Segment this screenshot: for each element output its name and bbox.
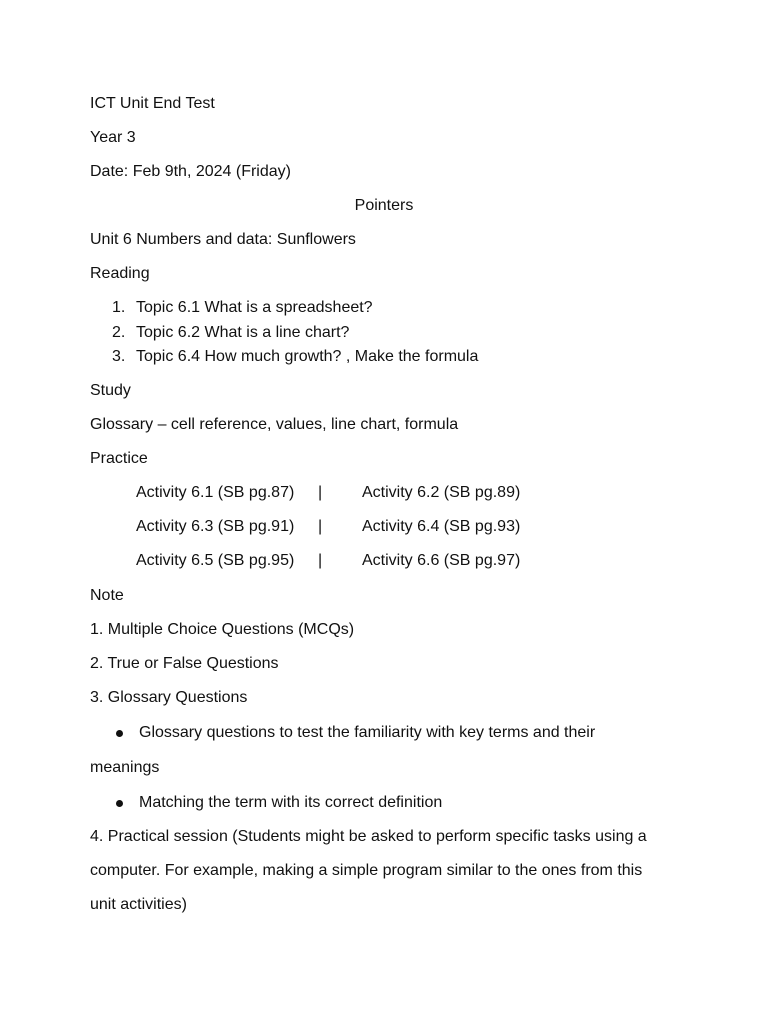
pointers-heading: Pointers	[354, 197, 414, 214]
bullet-icon	[116, 800, 123, 807]
study-heading: Study	[90, 382, 131, 399]
note-item-3: 3. Glossary Questions	[90, 689, 248, 706]
note-item-4-line-2: computer. For example, making a simple program similar to the ones from this	[90, 862, 643, 879]
note-heading: Note	[90, 587, 124, 604]
unit-line: Unit 6 Numbers and data: Sunflowers	[90, 231, 356, 248]
list-number: 2.	[112, 324, 126, 341]
bullet-text: Matching the term with its correct definition	[139, 794, 443, 811]
list-text: Topic 6.1 What is a spreadsheet?	[136, 299, 373, 316]
note-item-4-line-1: 4. Practical session (Students might be asked to perform specific tasks using a	[90, 828, 647, 845]
document-title: ICT Unit End Test	[90, 95, 215, 112]
activity-left: Activity 6.3 (SB pg.91)	[136, 518, 295, 535]
list-number: 3.	[112, 348, 126, 365]
note-item-4-line-3: unit activities)	[90, 896, 187, 913]
note-item-2: 2. True or False Questions	[90, 655, 279, 672]
reading-heading: Reading	[90, 265, 150, 282]
list-text: Topic 6.4 How much growth? , Make the formula	[136, 348, 479, 365]
practice-heading: Practice	[90, 450, 148, 467]
list-text: Topic 6.2 What is a line chart?	[136, 324, 350, 341]
activity-right: Activity 6.6 (SB pg.97)	[362, 552, 521, 569]
activity-separator: |	[318, 518, 323, 535]
activity-right: Activity 6.2 (SB pg.89)	[362, 484, 521, 501]
bullet-text-continuation: meanings	[90, 759, 160, 776]
date-line: Date: Feb 9th, 2024 (Friday)	[90, 163, 291, 180]
activity-separator: |	[318, 484, 323, 501]
note-item-1: 1. Multiple Choice Questions (MCQs)	[90, 621, 355, 638]
year-line: Year 3	[90, 129, 136, 146]
activity-right: Activity 6.4 (SB pg.93)	[362, 518, 521, 535]
bullet-text: Glossary questions to test the familiarity with key terms and their	[139, 724, 596, 741]
glossary-line: Glossary – cell reference, values, line chart, formula	[90, 416, 459, 433]
activity-separator: |	[318, 552, 323, 569]
list-number: 1.	[112, 299, 126, 316]
activity-left: Activity 6.5 (SB pg.95)	[136, 552, 295, 569]
bullet-icon	[116, 730, 123, 737]
activity-left: Activity 6.1 (SB pg.87)	[136, 484, 295, 501]
